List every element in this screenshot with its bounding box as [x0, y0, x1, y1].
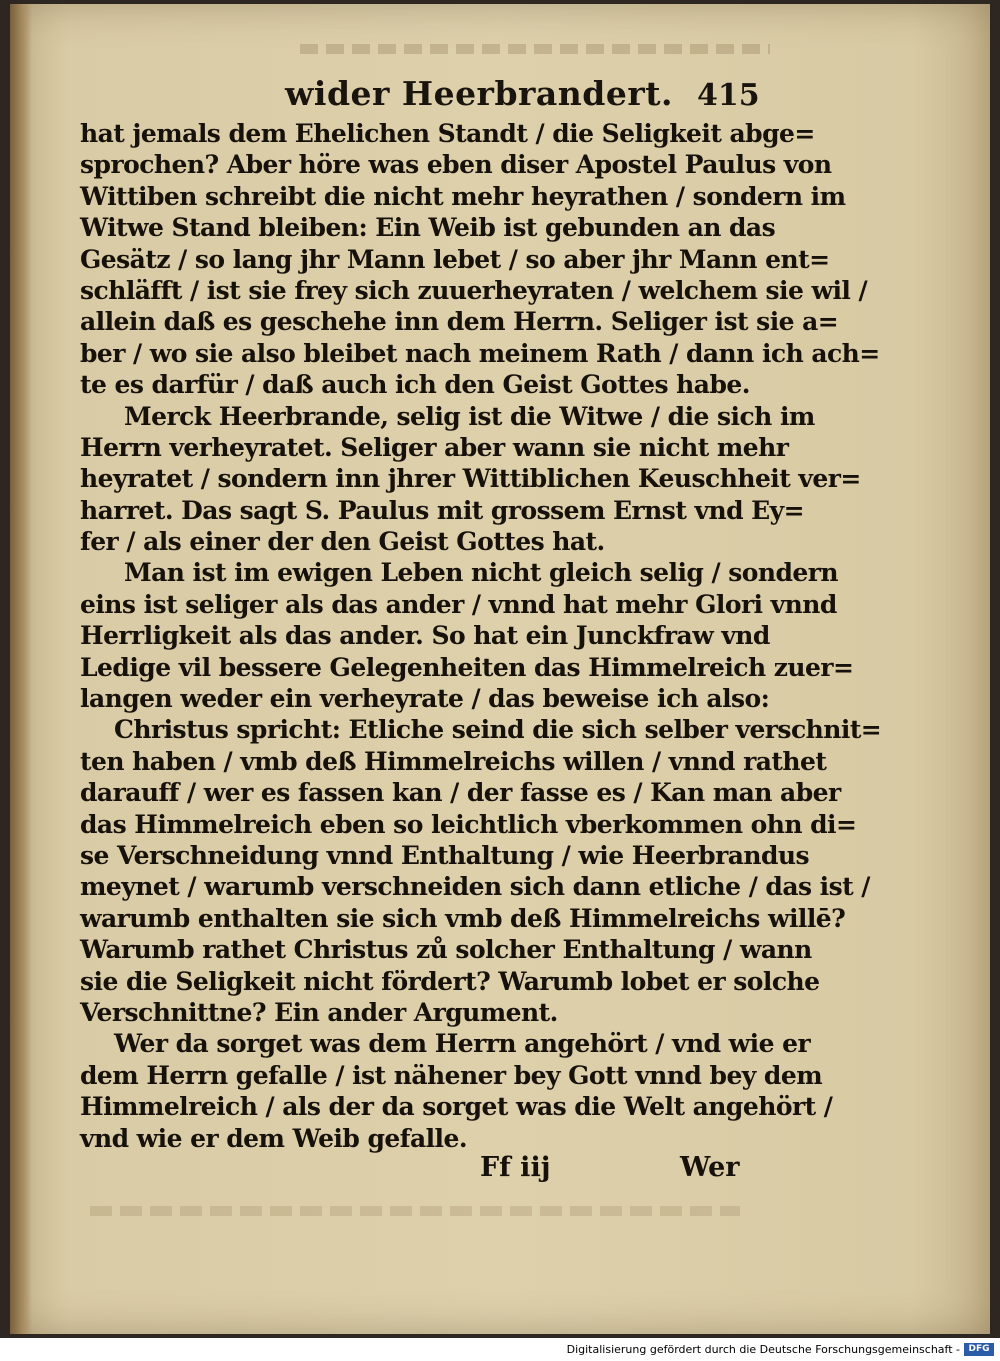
text-line: meynet / warumb verschneiden sich dann etliche / das ist / [80, 872, 870, 902]
text-line: Gesätz / so lang jhr Mann lebet / so aber jhr Mann ent= [80, 244, 830, 274]
catchword: Wer [680, 1152, 740, 1183]
text-line: hat jemals dem Ehelichen Standt / die Seligkeit abge= [80, 119, 815, 148]
text-line: Wer da sorget was dem Herrn angehört / vnd wie er [114, 1029, 811, 1059]
text-line: warumb enthalten sie sich vmb deß Himmelreichs willē? [80, 903, 846, 933]
text-line: Himmelreich / als der da sorget was die Welt angehört / [80, 1092, 833, 1122]
funding-bar [0, 1338, 1000, 1361]
text-line: Merck Heerbrande, selig ist die Witwe / die sich im [124, 401, 815, 431]
text-line: allein daß es geschehe inn dem Herrn. Seliger ist sie a= [80, 307, 839, 337]
text-line: ber / wo sie also bleibet nach meinem Rath / dann ich ach= [80, 338, 880, 368]
text-line: Wittiben schreibt die nicht mehr heyrathen / sondern im [80, 181, 846, 211]
running-head: wider Heerbrandert. [285, 74, 673, 113]
text-line: vnd wie er dem Weib gefalle. [80, 1123, 468, 1153]
page-header [285, 74, 785, 120]
text-line: Verschnittne? Ein ander Argument. [80, 997, 558, 1027]
text-line: Herrligkeit als das ander. So hat ein Junckfraw vnd [80, 621, 770, 651]
page-number: 415 [697, 78, 760, 113]
funding-notice: Digitalisierung gefördert durch die Deutsche Forschungsgemeinschaft - [566, 1343, 960, 1356]
page-footer [80, 1152, 750, 1192]
text-line: Witwe Stand bleiben: Ein Weib ist gebunden an das [80, 213, 776, 243]
text-line: Warumb rathet Christus zů solcher Enthaltung / wann [80, 935, 812, 965]
text-line: darauff / wer es fassen kan / der fasse es / Kan man aber [80, 778, 841, 808]
show-through-text-bottom [90, 1206, 740, 1216]
text-line: Herrn verheyratet. Seliger aber wann sie nicht mehr [80, 432, 789, 462]
text-line: eins ist seliger als das ander / vnnd hat mehr Glori vnnd [80, 589, 837, 619]
text-line: dem Herrn gefalle / ist nähener bey Gott vnnd bey dem [80, 1060, 823, 1090]
show-through-text-top [300, 44, 770, 54]
text-line: sie die Seligkeit nicht fördert? Warumb lobet er solche [80, 966, 820, 996]
signature-mark: Ff iij [480, 1152, 551, 1183]
page-spine-shadow [10, 4, 32, 1334]
text-line: Man ist im ewigen Leben nicht gleich selig / sondern [124, 558, 839, 588]
text-line: langen weder ein verheyrate / das beweise ich also: [80, 684, 770, 714]
text-line: Christus spricht: Etliche seind die sich selber verschnit= [114, 715, 882, 745]
text-line: fer / als einer der den Geist Gottes hat. [80, 527, 605, 557]
text-line: te es darfür / daß auch ich den Geist Gottes habe. [80, 370, 750, 400]
dfg-logo: DFG [964, 1343, 994, 1356]
text-line: schläfft / ist sie frey sich zuuerheyraten / welchem sie wil / [80, 275, 868, 305]
text-line: Ledige vil bessere Gelegenheiten das Himmelreich zuer= [80, 652, 854, 682]
body-text [80, 118, 882, 1154]
text-line: ten haben / vmb deß Himmelreichs willen / vnnd rathet [80, 746, 827, 776]
text-line: das Himmelreich eben so leichtlich vberkommen ohn di= [80, 809, 857, 839]
text-line: sprochen? Aber höre was eben diser Apostel Paulus von [80, 150, 832, 180]
text-line: harret. Das sagt S. Paulus mit grossem Ernst vnd Ey= [80, 495, 805, 525]
text-line: heyratet / sondern inn jhrer Wittiblichen Keuschheit ver= [80, 464, 861, 494]
text-line: se Verschneidung vnnd Enthaltung / wie Heerbrandus [80, 840, 810, 870]
